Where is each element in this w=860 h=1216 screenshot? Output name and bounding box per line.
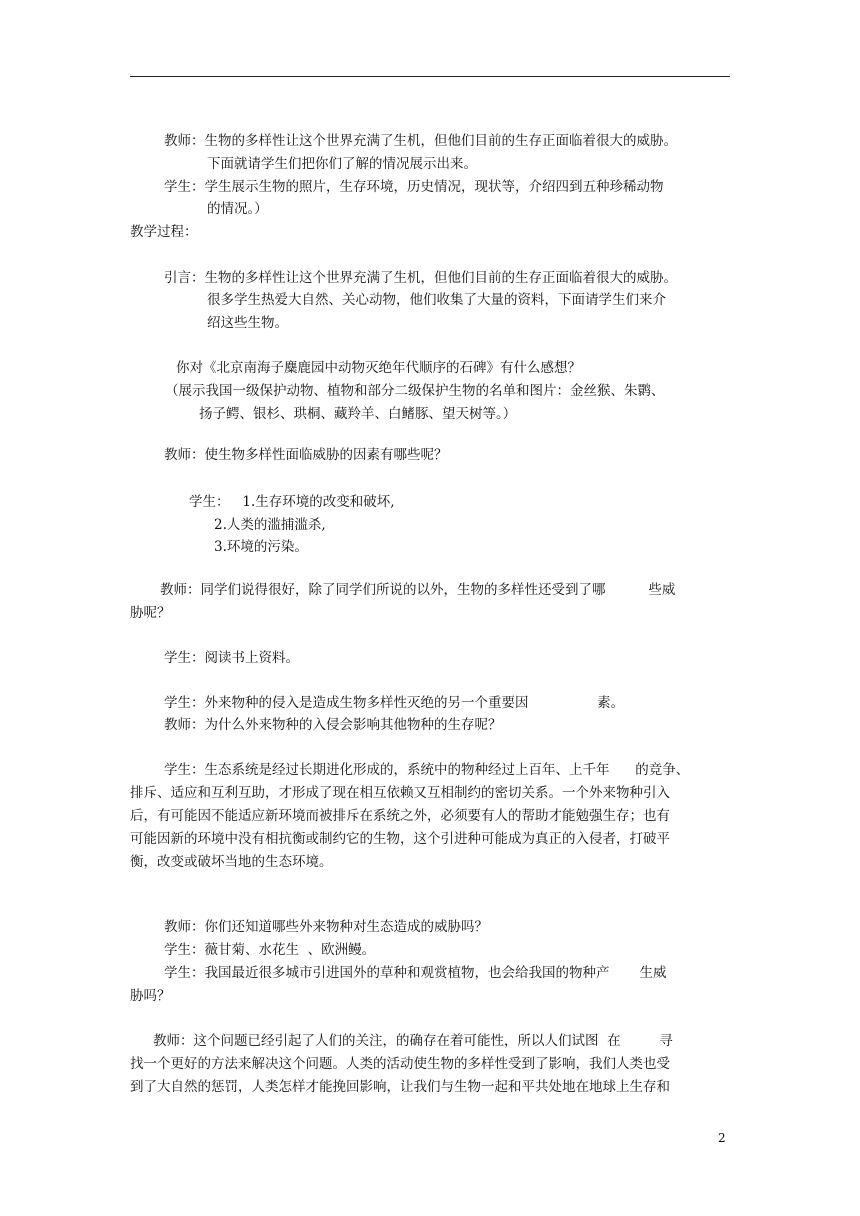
text-line: （展示我国一级保护动物、植物和部分二级保护生物的名单和图片：金丝猴、朱鹮、	[165, 383, 665, 399]
text-line: 可能因新的环境中没有相抗衡或制约它的生物，这个引进种可能成为真正的入侵者，打破平	[130, 831, 670, 847]
text-line: 后，有可能因不能适应新环境而被排斥在系统之外，必须要有人的帮助才能勉强生存；也有	[130, 808, 670, 824]
text-line: 绍这些生物。	[207, 315, 288, 331]
page-number: 2	[718, 1131, 726, 1145]
text-line: 3.环境的污染。	[214, 539, 308, 555]
text-line: 教师：同学们说得很好，除了同学们所说的以外，生物的多样性还受到了哪 些威	[160, 582, 676, 598]
text-line: 学生：我国最近很多城市引进国外的草种和观赏植物，也会给我国的物种产 生威	[164, 965, 667, 981]
text-line: 教师：生物的多样性让这个世界充满了生机，但他们目前的生存正面临着很大的威胁。	[164, 133, 677, 149]
text-line: 2.人类的滥捕滥杀,	[214, 517, 326, 533]
text-line: 教师：为什么外来物种的入侵会影响其他物种的生存呢？	[164, 717, 502, 733]
text-line: 很多学生热爱大自然、关心动物，他们收集了大量的资料，下面请学生们来介	[207, 292, 666, 308]
text-line: 的情况。）	[207, 201, 268, 217]
text-line: 引言：生物的多样性让这个世界充满了生机，但他们目前的生存正面临着很大的威胁。	[164, 270, 677, 286]
text-line: 下面就请学生们把你们了解的情况展示出来。	[207, 156, 477, 172]
text-line: 胁吗？	[130, 988, 171, 1004]
text-line: 教师：使生物多样性面临威胁的因素有哪些呢？	[164, 447, 448, 463]
text-line: 教师：你们还知道哪些外来物种对生态造成的威胁吗？	[164, 919, 488, 935]
text-line: 胁呢？	[130, 605, 171, 621]
text-line: 教师：这个问题已经引起了人们的关注，的确存在着可能性，所以人们试图 在 寻	[153, 1033, 673, 1049]
text-line: 到了大自然的惩罚，人类怎样才能挽回影响，让我们与生物一起和平共处地在地球上生存和	[130, 1079, 670, 1095]
text-line: 衡，改变或破坏当地的生态环境。	[130, 854, 333, 870]
text-line: 学生：外来物种的侵入是造成生物多样性灭绝的另一个重要因 素。	[164, 695, 625, 711]
text-line: 找一个更好的方法来解决这个问题。人类的活动使生物的多样性受到了影响，我们人类也受	[130, 1056, 670, 1072]
text-line: 学生：薇甘菊、水花生 、欧洲鳗。	[164, 942, 376, 958]
text-line: 学生： 1.生存环境的改变和破坏,	[189, 494, 395, 510]
header-rule	[130, 76, 730, 77]
section-heading: 教学过程：	[130, 224, 198, 240]
text-line: 学生：学生展示生物的照片，生存环境，历史情况，现状等，介绍四到五种珍稀动物	[164, 179, 664, 195]
text-line: 学生：生态系统是经过长期进化形成的，系统中的物种经过上百年、上千年 的竞争、	[164, 762, 690, 778]
text-line: 你对《北京南海子麋鹿园中动物灭绝年代顺序的石碑》有什么感想？	[176, 360, 581, 376]
text-line: 学生：阅读书上资料。	[164, 650, 299, 666]
text-line: 排斥、适应和互利互助，才形成了现在相互依赖又互相制约的密切关系。一个外来物种引入	[130, 785, 670, 801]
text-line: 扬子鳄、银杉、珙桐、藏羚羊、白鳍豚、望天树等。）	[199, 406, 517, 422]
